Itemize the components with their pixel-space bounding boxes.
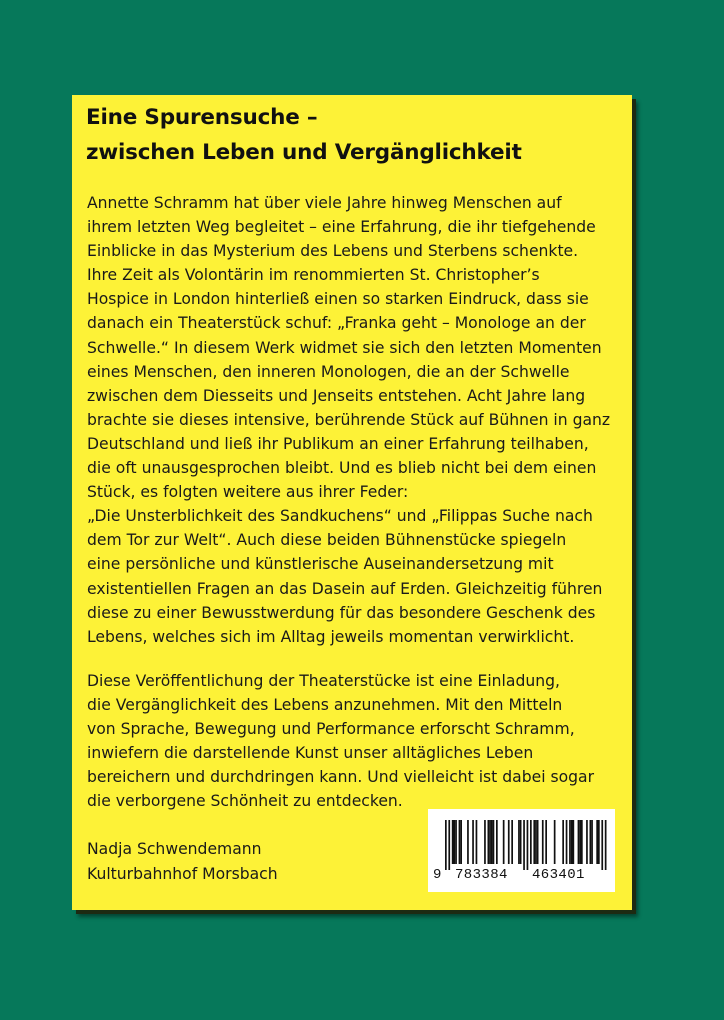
barcode-bar (467, 820, 469, 864)
text-line: dem Tor zur Welt“. Auch diese beiden Bühnenstücke spiegeln (87, 531, 567, 550)
text-line: von Sprache, Bewegung und Performance erforscht Schramm, (87, 720, 575, 739)
text-line: bereichern und durchdringen kann. Und vielleicht ist dabei sogar (87, 768, 595, 787)
text-line: eine persönliche und künstlerische Auseinandersetzung mit (87, 555, 554, 574)
isbn-first-digit: 9 (433, 867, 442, 883)
barcode-bar (489, 820, 491, 864)
isbn-right-group: 463401 (532, 867, 585, 883)
text-line: Annette Schramm hat über viele Jahre hinweg Menschen auf (87, 194, 562, 212)
text-line: Lebens, welches sich im Alltag jeweils momentan verwirklicht. (87, 627, 575, 646)
barcode-bar (455, 820, 457, 864)
barcode-bar (448, 820, 450, 870)
isbn-left-group: 783384 (455, 867, 508, 883)
barcode-bar (454, 820, 456, 864)
author-organization: Kulturbahnhof Morsbach (87, 864, 278, 883)
barcode-bar (601, 820, 603, 870)
barcode-bar (523, 820, 525, 870)
text-line: existentiellen Fragen an das Dasein auf Erden. Gleichzeitig führen (87, 579, 603, 598)
text-line: danach ein Theaterstück schuf: „Franka geht – Monologe an der (87, 314, 586, 333)
author-name: Nadja Schwendemann (87, 840, 262, 858)
barcode-bar (518, 820, 520, 864)
barcode-bar (493, 820, 495, 864)
barcode-bar (530, 820, 532, 864)
barcode-bar (562, 820, 564, 864)
text-line: Deutschland und ließ ihr Publikum an einer Erfahrung teilhaben, (87, 434, 589, 453)
text-line: zwischen dem Diesseits und Jenseits entstehen. Acht Jahre lang (87, 386, 586, 405)
barcode-bar (591, 820, 593, 864)
text-line: eines Menschen, den inneren Monologen, die an der Schwelle (87, 362, 570, 381)
text-line: Diese Veröffentlichung der Theaterstücke ist eine Einladung, (87, 672, 560, 690)
barcode-bar (533, 820, 535, 864)
barcode-bar (598, 820, 600, 864)
text-line: inwiefern die darstellende Kunst unser alltägliches Leben (87, 744, 534, 763)
barcode-bar (605, 820, 607, 870)
text-line: ihrem letzten Weg begleitet – eine Erfahrung, die ihr tiefgehende (87, 218, 596, 237)
text-line: Einblicke in das Mysterium des Lebens und Sterbens schenkte. (87, 242, 579, 261)
barcode-bar (472, 820, 474, 864)
text-line: Schwelle.“ In diesem Werk widmet sie sich den letzten Momenten (87, 338, 602, 357)
barcode-bar (459, 820, 461, 864)
text-line: Ihre Zeit als Volontärin im renommierten St. Christopher’s (87, 266, 540, 285)
author-signature (87, 837, 278, 886)
barcode-bar (573, 820, 575, 864)
barcode-bar (569, 820, 571, 864)
heading (86, 100, 626, 170)
heading-line-1: Eine Spurensuche – (86, 105, 318, 130)
heading-line-2: zwischen Leben und Vergänglichkeit (86, 140, 522, 165)
text-line: brachte sie dieses intensive, berührende Stück auf Bühnen in ganz (87, 410, 611, 429)
paragraph-2 (87, 669, 632, 814)
barcode-bar (571, 820, 573, 864)
text-line: die Vergänglichkeit des Lebens anzunehmen. Mit den Mitteln (87, 696, 563, 715)
barcode-bar (537, 820, 539, 864)
paragraph-1 (87, 191, 632, 649)
barcode-bar (452, 820, 454, 864)
barcode-bar (511, 820, 513, 864)
barcode-bar (578, 820, 580, 864)
text-line: die verborgene Schönheit zu entdecken. (87, 792, 403, 811)
barcode-bar (596, 820, 598, 864)
barcode-bar (445, 820, 447, 870)
barcode-bar (586, 820, 588, 864)
barcode-bar (554, 820, 556, 864)
barcode-bar (566, 820, 568, 864)
text-line: die oft unausgesprochen bleibt. Und es blieb nicht bei dem einen (87, 459, 597, 478)
barcode-bar (491, 820, 493, 864)
barcode-bar (535, 820, 537, 864)
barcode-bar (460, 820, 462, 864)
barcode-bar (508, 820, 510, 864)
barcode-bar (476, 820, 478, 864)
text-line: Stück, es folgten weitere aus ihrer Feder: (87, 483, 409, 502)
barcode-bar (581, 820, 583, 864)
barcode-bar (488, 820, 490, 864)
barcode-bar (503, 820, 505, 864)
barcode-bar (484, 820, 486, 864)
barcode-bar (520, 820, 522, 864)
barcode-bar (496, 820, 498, 864)
barcode-bar (542, 820, 544, 864)
barcode-bar (545, 820, 547, 864)
barcode-bar (527, 820, 529, 870)
text-line: diese zu einer Bewusstwerdung für das besondere Geschenk des (87, 603, 596, 622)
text-line: „Die Unsterblichkeit des Sandkuchens“ und „Filippas Suche nach (87, 507, 593, 526)
barcode-bar (590, 820, 592, 864)
isbn-barcode (428, 809, 615, 892)
barcode-bar (579, 820, 581, 864)
text-line: Hospice in London hinterließ einen so starken Eindruck, dass sie (87, 290, 589, 309)
